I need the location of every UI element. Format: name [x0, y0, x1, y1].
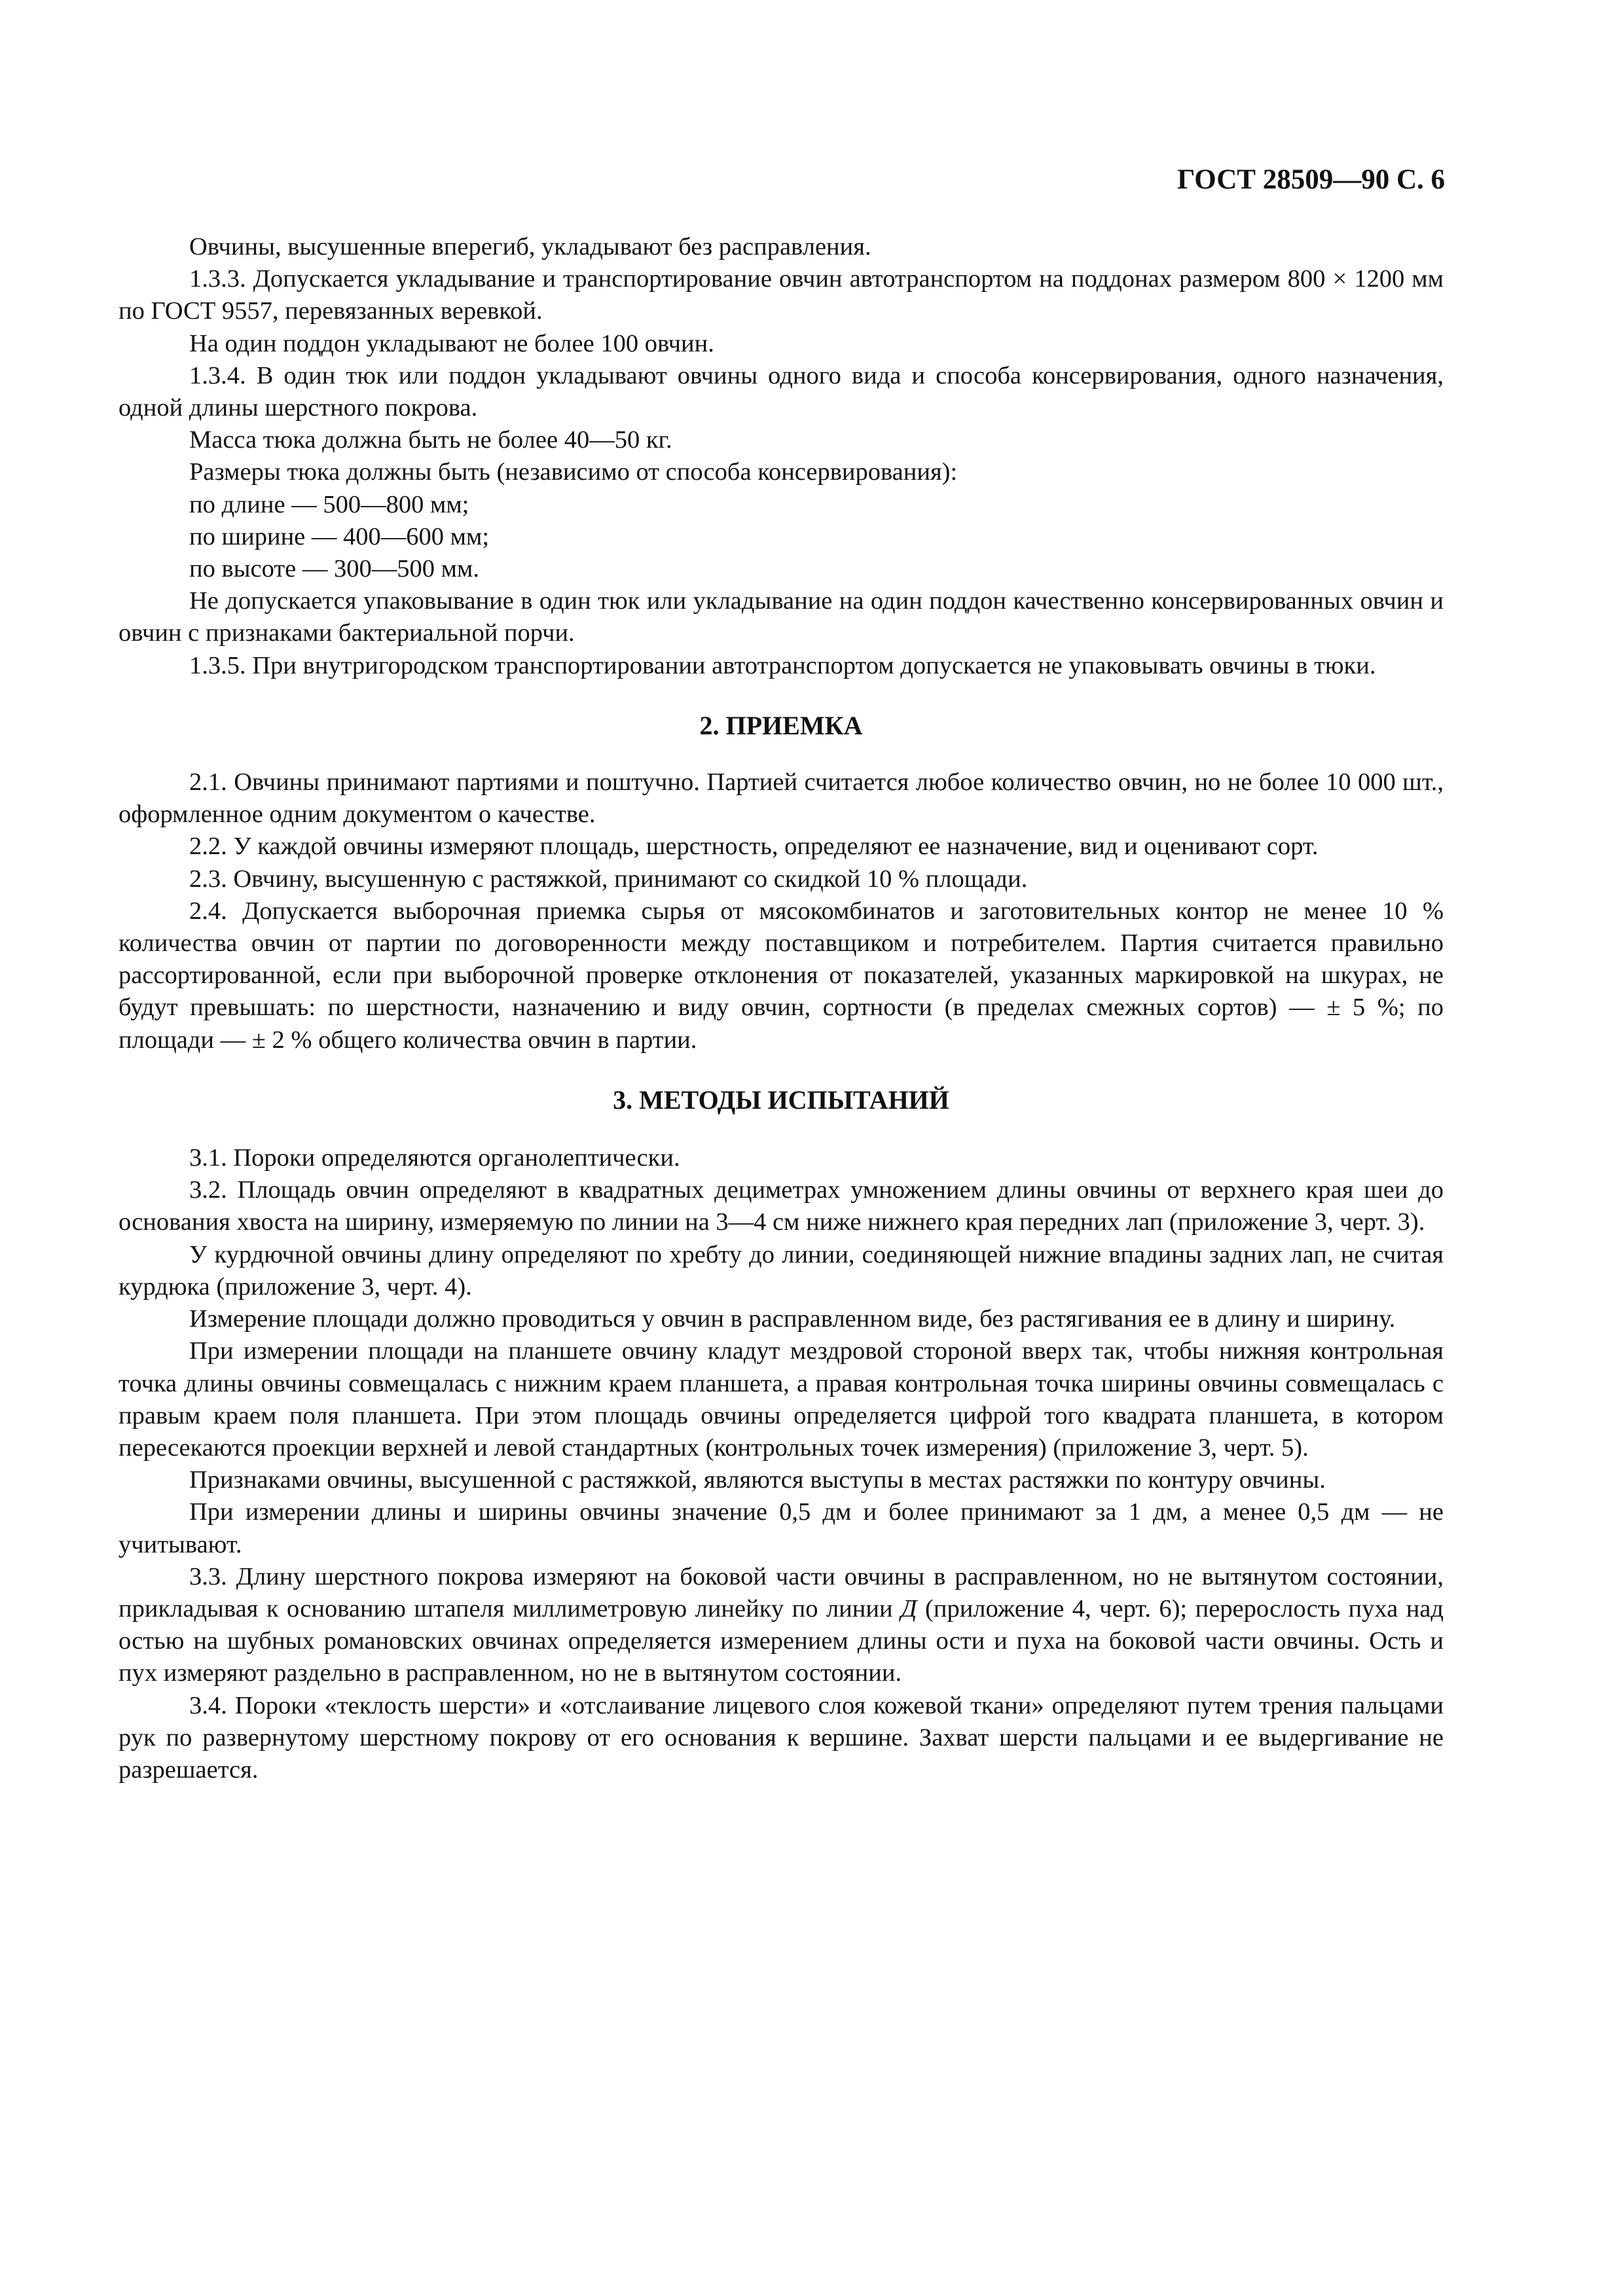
paragraph: 2.3. Овчину, высушенную с растяжкой, принимают со скидкой 10 % площади.	[189, 865, 1028, 893]
page-header: ГОСТ 28509—90 С. 6	[1176, 164, 1445, 195]
paragraph: 3.4. Пороки «теклость шерсти» и «отслаивание лицевого слоя кожевой ткани» определяют путем трения пальцами рук по развернутому шерстному покрову от его основания к вершине. Захват шерсти пальцами и ее выдергивание не разрешается.	[119, 1691, 1444, 1784]
list-item: по ширине — 400—600 мм;	[189, 522, 490, 550]
paragraph: 1.3.4. В один тюк или поддон укладывают овчины одного вида и способа консервирования, одного назначения, одной длины шерстного покрова.	[119, 361, 1444, 422]
paragraph: 1.3.5. При внутригородском транспортировании автотранспортом допускается не упаковывать овчины в тюки.	[189, 651, 1376, 679]
paragraph: На один поддон укладывают не более 100 овчин.	[189, 329, 714, 357]
list-item: по длине — 500—800 мм;	[189, 490, 469, 518]
paragraph: При измерении площади на планшете овчину кладут мездровой стороной вверх так, чтобы нижняя контрольная точка длины овчины совмещалась с нижним краем планшета, а правая контрольная точка ширины овчины совмещалась с правым краем поля планшета. При этом площадь овчины определяется цифрой того квадрата планшета, в котором пересекаются проекции верхней и левой стандартных (контрольных точек измерения) (приложение 3, черт. 5).	[119, 1337, 1444, 1462]
section-heading-test-methods: 3. МЕТОДЫ ИСПЫТАНИЙ	[613, 1085, 949, 1115]
paragraph: Не допускается упаковывание в один тюк или укладывание на один поддон качественно консервированных овчин и овчин с признаками бактериальной порчи.	[119, 587, 1444, 647]
paragraph: Масса тюка должна быть не более 40—50 кг.	[189, 426, 672, 454]
paragraph: 2.1. Овчины принимают партиями и поштучно. Партией считается любое количество овчин, но не более 10 000 шт., оформленное одним документом о качестве.	[119, 768, 1444, 829]
paragraph: Измерение площади должно проводиться у овчин в расправленном виде, без растягивания ее в длину и ширину.	[189, 1305, 1396, 1333]
paragraph-3-3	[119, 1561, 1444, 1690]
paragraph: При измерении длины и ширины овчины значение 0,5 дм и более принимают за 1 дм, а менее 0,5 дм — не учитывают.	[119, 1498, 1444, 1558]
paragraph: 1.3.3. Допускается укладывание и транспортирование овчин автотранспортом на поддонах размером 800 × 1200 мм по ГОСТ 9557, перевязанных веревкой.	[119, 265, 1444, 325]
list-item: по высоте — 300—500 мм.	[189, 555, 479, 583]
paragraph: Овчины, высушенные вперегиб, укладывают без расправления.	[189, 233, 871, 260]
text-run: 3.3. Длину шерстного покрова измеряют на боковой части овчины в расправленном, но не вытянутом состоянии, прикладывая к основанию штапеля миллиметровую линейку по линии	[119, 1562, 1444, 1623]
document-body	[119, 231, 1444, 1786]
section-heading-acceptance: 2. ПРИЕМКА	[699, 710, 863, 740]
paragraph: Размеры тюка должны быть (независимо от способа консервирования):	[189, 458, 958, 486]
paragraph: 2.2. У каждой овчины измеряют площадь, шерстность, определяют ее назначение, вид и оценивают сорт.	[189, 833, 1319, 861]
paragraph: 2.4. Допускается выборочная приемка сырья от мясокомбинатов и заготовительных контор не менее 10 % количества овчин от партии по договоренности между поставщиком и потребителем. Партия считается правильно рассортированной, если при выборочной проверке отклонения от показателей, указанных маркировкой на шкурах, не будут превышать: по шерстности, назначению и виду овчин, сортности (в пределах смежных сортов) — ± 5 %; по площади — ± 2 % общего количества овчин в партии.	[119, 897, 1444, 1054]
italic-letter: Д	[901, 1594, 917, 1623]
paragraph: 3.1. Пороки определяются органолептически.	[189, 1144, 680, 1172]
text-run: (приложение 4, черт. 6); перерослость пуха над остью на шубных романовских овчинах определяется измерением длины ости и пуха на боковой части овчины. Ость и пух измеряют раздельно в расправленном, но не в вытянутом состоянии.	[119, 1594, 1444, 1687]
paragraph: У курдючной овчины длину определяют по хребту до линии, соединяющей нижние впадины задних лап, не считая курдюка (приложение 3, черт. 4).	[119, 1240, 1444, 1300]
paragraph: 3.2. Площадь овчин определяют в квадратных дециметрах умножением длины овчины от верхнего края шеи до основания хвоста на ширину, измеряемую по линии на 3—4 см ниже нижнего края передних лап (приложение 3, черт. 3).	[119, 1176, 1444, 1236]
paragraph: Признаками овчины, высушенной с растяжкой, являются выступы в местах растяжки по контуру овчины.	[189, 1466, 1326, 1494]
